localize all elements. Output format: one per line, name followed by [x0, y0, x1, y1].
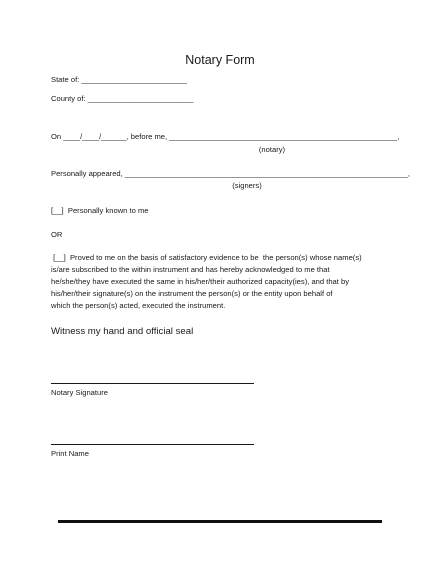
personally-known-checkbox[interactable]: [__] Personally known to me [51, 206, 149, 215]
form-title: Notary Form [185, 53, 255, 67]
proved-paragraph-line: is/are subscribed to the within instrument and has hereby acknowledged to me that [51, 265, 330, 274]
print-name-line[interactable] [51, 444, 254, 445]
proved-paragraph-line: his/her/their signature(s) on the instrument the person(s) or the entity upon behalf of [51, 289, 333, 298]
date-notary-field[interactable]: On ____/____/______, before me, ______________________________________________________, [51, 132, 400, 141]
signers-caption: (signers) [232, 181, 262, 190]
state-field[interactable]: State of: _________________________ [51, 75, 187, 84]
proved-paragraph-line: he/she/they have executed the same in his/her/their authorized capacity(ies), and that by [51, 277, 350, 286]
or-separator: OR [51, 230, 63, 239]
notary-signature-label: Notary Signature [51, 388, 108, 397]
proved-paragraph-line: which the person(s) acted, executed the instrument. [51, 301, 226, 310]
footer-rule [58, 520, 382, 523]
personally-appeared-field[interactable]: Personally appeared, ___________________________________________________________________, [51, 169, 410, 178]
county-field[interactable]: County of: _________________________ [51, 94, 194, 103]
proved-checkbox-line[interactable]: [__] Proved to me on the basis of satisfactory evidence to be the person(s) whose name(s) [51, 253, 362, 262]
notary-caption: (notary) [258, 145, 286, 154]
notary-signature-line[interactable] [51, 383, 254, 384]
print-name-label: Print Name [51, 449, 89, 458]
witness-statement: Witness my hand and official seal [51, 326, 194, 337]
